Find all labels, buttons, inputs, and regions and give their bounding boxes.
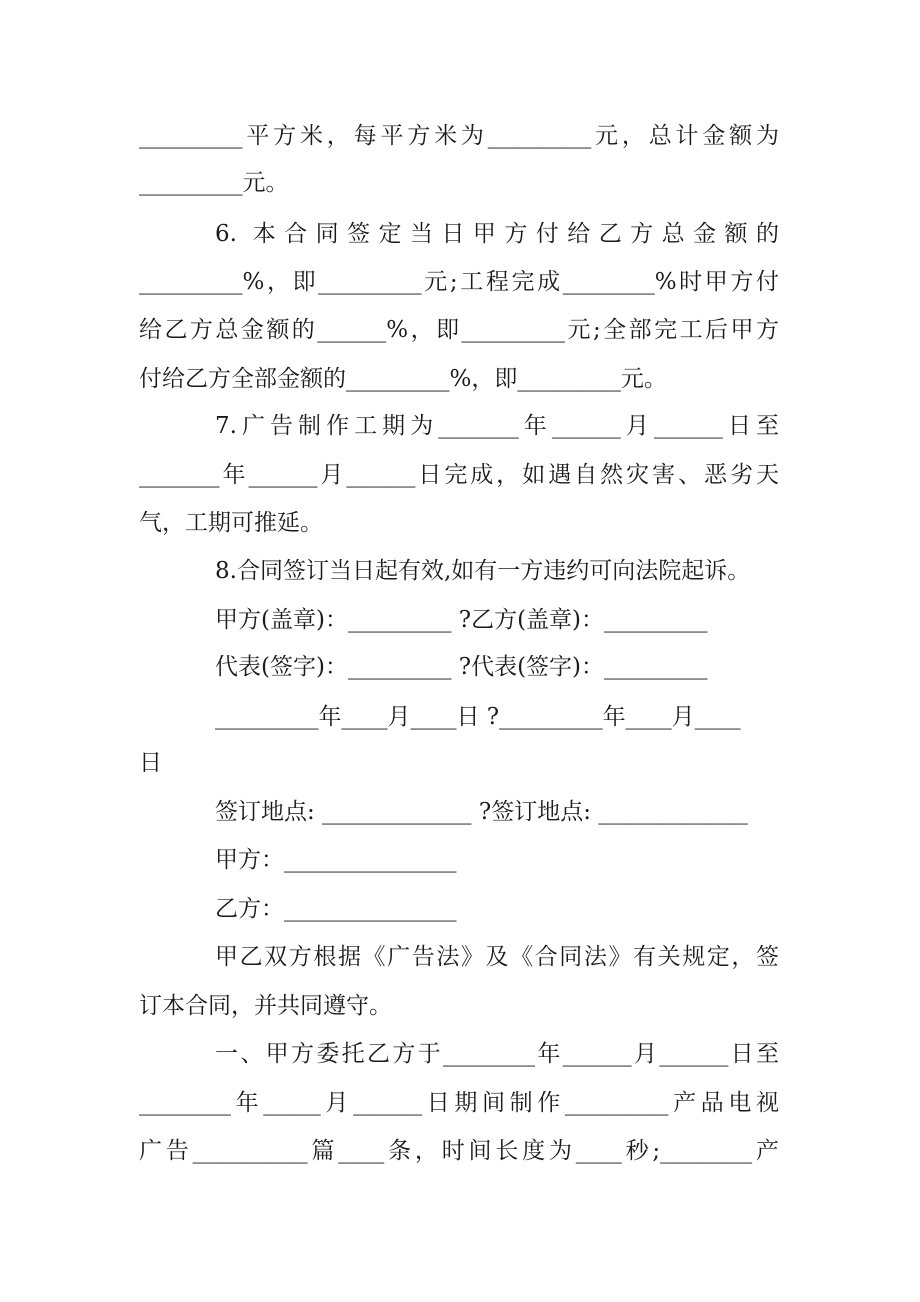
date-line: _________年____月____日 ?_________年____月____ bbox=[215, 704, 741, 730]
seal-line: 甲方(盖章)：_________ ?乙方(盖章)：_________ bbox=[215, 607, 708, 633]
party-b-line: 乙方：_______________ bbox=[215, 896, 457, 922]
representative-signature-line: 代表(签字)：_________ ?代表(签字)：_________ bbox=[215, 654, 708, 680]
paragraph-line: ________年_____月______日期间制作_________产品电视 bbox=[139, 1090, 779, 1116]
section-1-heading: 一、甲方委托乙方于________年______月______日至 bbox=[215, 1041, 779, 1067]
preamble-line: 订本合同，并共同遵守。 bbox=[139, 993, 392, 1019]
paragraph-line: _________平方米，每平方米为_________元，总计金额为 bbox=[139, 123, 779, 149]
clause-8-heading: 8.合同签订当日起有效,如有一方违约可向法院起诉。 bbox=[215, 558, 751, 584]
preamble-line: 甲乙双方根据《广告法》及《合同法》有关规定，签 bbox=[215, 944, 779, 970]
paragraph-line: 给乙方总金额的______%，即_________元;全部完工后甲方 bbox=[139, 317, 779, 343]
paragraph-line: _______年______月______日完成，如遇自然灾害、恶劣天 bbox=[139, 462, 779, 488]
date-line-end: 日 bbox=[139, 750, 162, 776]
signing-location-line: 签订地点: _____________ ?签订地点: _____________ bbox=[215, 799, 748, 825]
clause-6-heading: 6. 本合同签定当日甲方付给乙方总金额的 bbox=[215, 221, 779, 247]
paragraph-line: _________%，即_________元;工程完成________%时甲方付 bbox=[139, 269, 779, 295]
clause-7-heading: 7.广告制作工期为_______年______月______日至 bbox=[215, 413, 779, 439]
party-a-line: 甲方：_______________ bbox=[215, 847, 457, 873]
paragraph-line: 付给乙方全部金额的_________%，即_________元。 bbox=[139, 366, 667, 392]
paragraph-line: 广告__________篇____条，时间长度为____秒;________产 bbox=[139, 1138, 779, 1164]
paragraph-line: 气，工期可推延。 bbox=[139, 510, 323, 536]
paragraph-line: _________元。 bbox=[139, 170, 289, 196]
